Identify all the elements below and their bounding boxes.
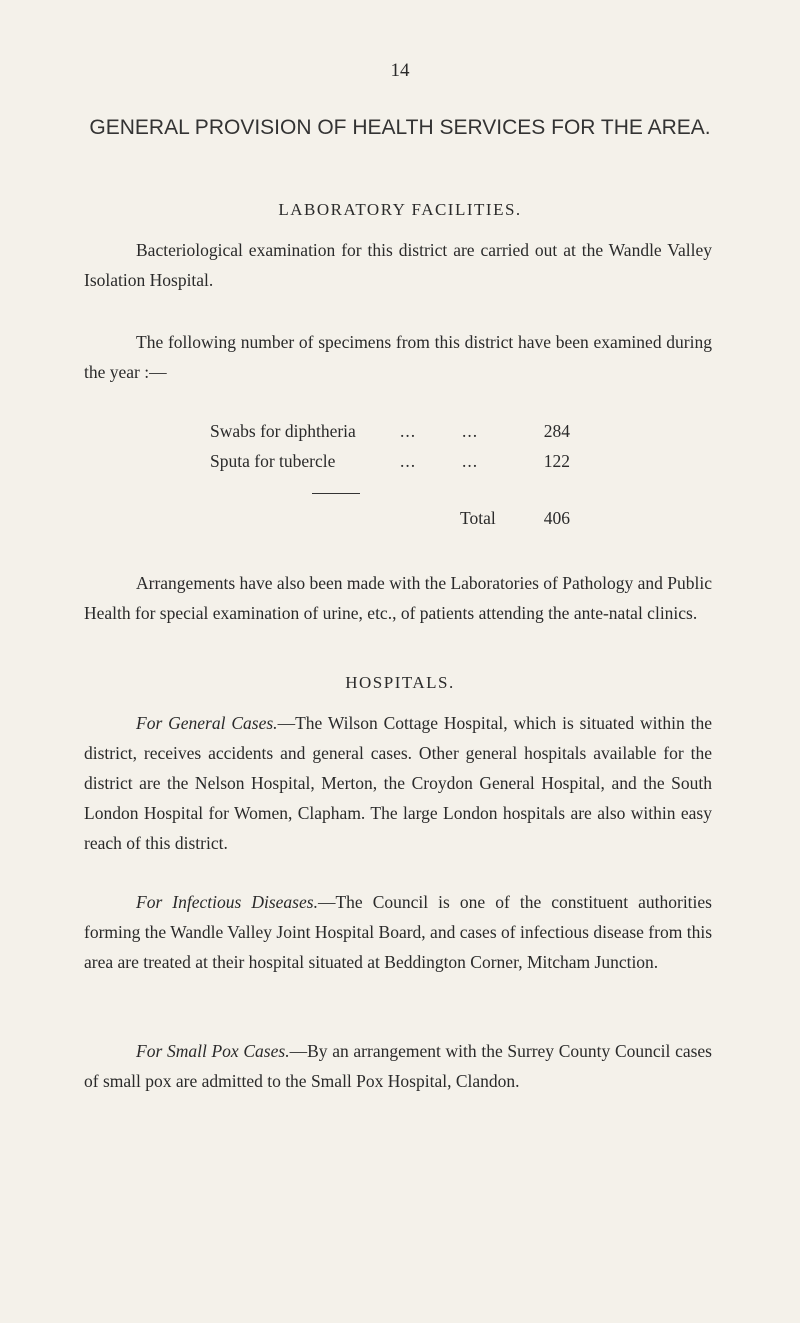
small-pox-lead: For Small Pox Cases. [136, 1041, 290, 1061]
general-cases-text: —The Wilson Cottage Hospital, which is situated within the district, receives accidents and general cases. Other general hospitals available for the district are the Nelson Hospital, Merton, the Croydon General Hospital, and the South London Hospital for Women, Clapham. The large London hospitals are also within easy reach of this district. [84, 713, 712, 853]
leader-dots: ... [400, 421, 417, 441]
leader-dots: ... [462, 451, 479, 471]
specimen-label: Swabs for diphtheria [210, 421, 356, 441]
specimen-label: Sputa for tubercle [210, 451, 336, 471]
infectious-diseases-lead: For Infectious Diseases. [136, 892, 318, 912]
leader-dots: ... [462, 421, 479, 441]
page-number: 14 [390, 60, 410, 81]
small-pox-text: —By an arrangement with the Surrey County Council cases of small pox are admitted to the Small Pox Hospital, Clandon. [84, 1041, 712, 1091]
laboratory-paragraph-1: Bacteriological examination for this district are carried out at the Wandle Valley Isolation Hospital. [84, 240, 712, 290]
laboratory-paragraph-3: Arrangements have also been made with the Laboratories of Pathology and Public Health for special examination of urine, etc., of patients attending the ante-natal clinics. [84, 573, 712, 623]
general-cases-lead: For General Cases. [136, 713, 278, 733]
laboratory-paragraph-2: The following number of specimens from this district have been examined during the year :— [84, 332, 712, 382]
laboratory-heading: LABORATORY FACILITIES. [278, 200, 522, 219]
specimen-row [210, 416, 590, 446]
total-value: 406 [543, 508, 570, 528]
total-divider [312, 493, 360, 494]
total-row [210, 503, 590, 533]
specimen-value: 122 [543, 451, 570, 471]
total-label: Total [460, 508, 496, 528]
specimen-row [210, 446, 590, 476]
page-title: GENERAL PROVISION OF HEALTH SERVICES FOR THE AREA. [89, 116, 711, 139]
small-pox-paragraph [84, 1036, 712, 1096]
infectious-diseases-text: —The Council is one of the constituent authorities forming the Wandle Valley Joint Hospital Board, and cases of infectious disease from this area are treated at their hospital situated at Beddington Corner, Mitcham Junction. [84, 892, 712, 972]
hospitals-heading: HOSPITALS. [345, 673, 455, 692]
specimen-table [210, 416, 590, 476]
general-cases-paragraph [84, 708, 712, 858]
specimen-value: 284 [543, 421, 570, 441]
leader-dots: ... [400, 451, 417, 471]
infectious-diseases-paragraph [84, 887, 712, 977]
